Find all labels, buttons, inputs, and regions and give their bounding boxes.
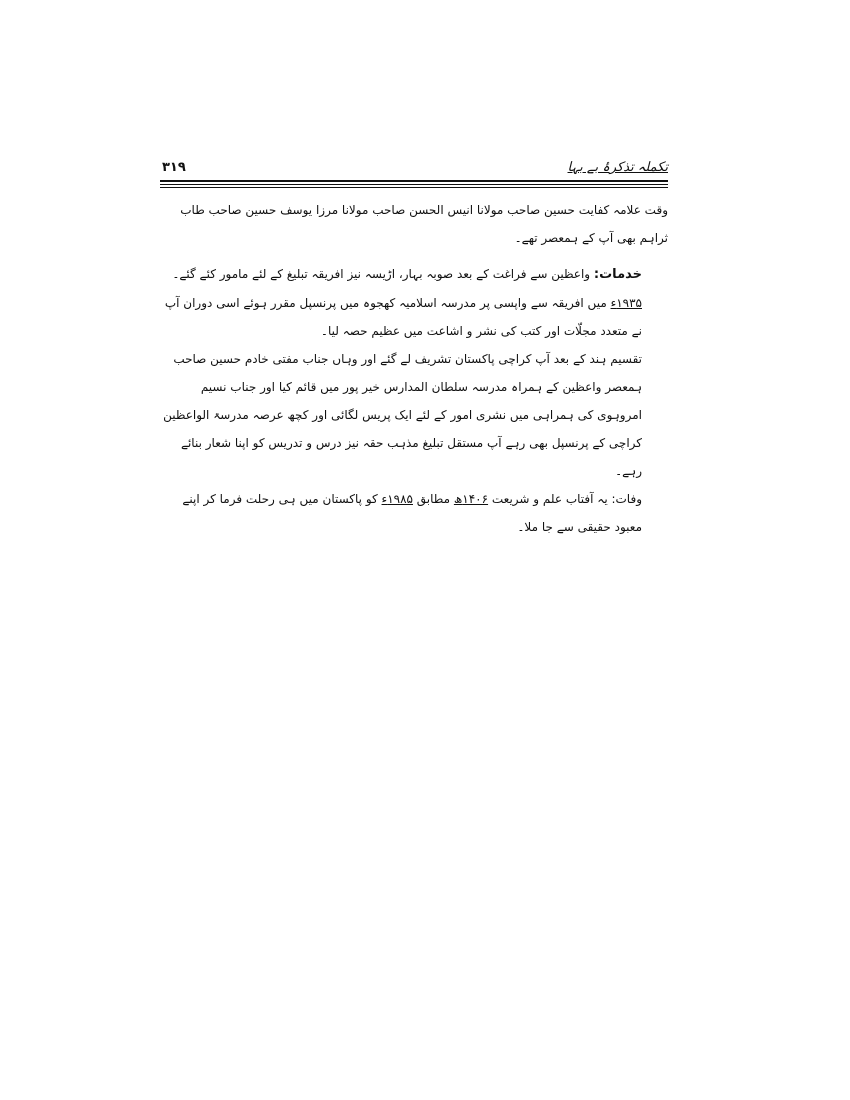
paragraph-death	[162, 485, 668, 541]
services-text: واعظین سے فراغت کے بعد صوبہ بہار، اڑیسہ نیز افریقہ تبلیغ کے لئے مامور کئے گئے۔	[172, 267, 594, 281]
hijri-year: ۱۴۰۶ھ	[453, 492, 489, 506]
header-rule-thin	[160, 184, 668, 185]
year-1935: ۱۹۳۵ء	[610, 296, 642, 310]
death-text: کو پاکستان میں ہی رحلت فرما کر اپنے معبود حقیقی سے جا ملا۔	[182, 492, 642, 534]
services-heading: خدمات:	[593, 267, 642, 282]
page-header	[162, 158, 668, 180]
page-number: ۳۱۹	[162, 160, 186, 175]
paragraph-return-from-africa	[162, 289, 668, 345]
header-rule-thin-lower	[160, 187, 668, 188]
death-prefix: وفات: یہ آفتاب علم و شریعت	[488, 492, 642, 506]
header-rule-thick	[160, 180, 668, 182]
paragraph-gap	[162, 252, 668, 260]
body-text	[162, 196, 668, 541]
return-text: میں افریقہ سے واپسی پر مدرسہ اسلامیہ کھجوہ میں پرنسپل مقرر ہوئے اسی دوران آپ نے متعدد مجلّات اور کتب کی نشر و اشاعت میں عظیم حصہ لیا۔	[164, 296, 642, 338]
death-mid: مطابق	[412, 492, 454, 506]
gregorian-year: ۱۹۸۵ء	[381, 492, 413, 506]
paragraph-services	[162, 260, 668, 289]
paragraph-after-partition: تقسیم ہند کے بعد آپ کراچی پاکستان تشریف لے گئے اور وہاں جناب مفتی خادم حسین صاحب ہمعصر واعظین کے ہمراہ مدرسہ سلطان المدارس خیر پور میں قائم کیا اور جناب نسیم امروہوی کی ہمراہی میں نشری امور کے لئے ایک پریس لگائی اور کچھ عرصہ مدرسۃ الواعظین کراچی کے پرنسپل بھی رہے آپ مستقل تبلیغ مذہب حقہ نیز درس و تدریس کو اپنا شعار بنائے رہے۔	[163, 352, 642, 478]
paragraph-contemporaries: وقت علامہ کفایت حسین صاحب مولانا انیس الحسن صاحب مولانا مرزا یوسف حسین صاحب طاب ثراہم بھی آپ کے ہمعصر تھے۔	[180, 203, 668, 245]
book-title: تکملہ تذکرۂ بے بہا	[567, 160, 668, 175]
